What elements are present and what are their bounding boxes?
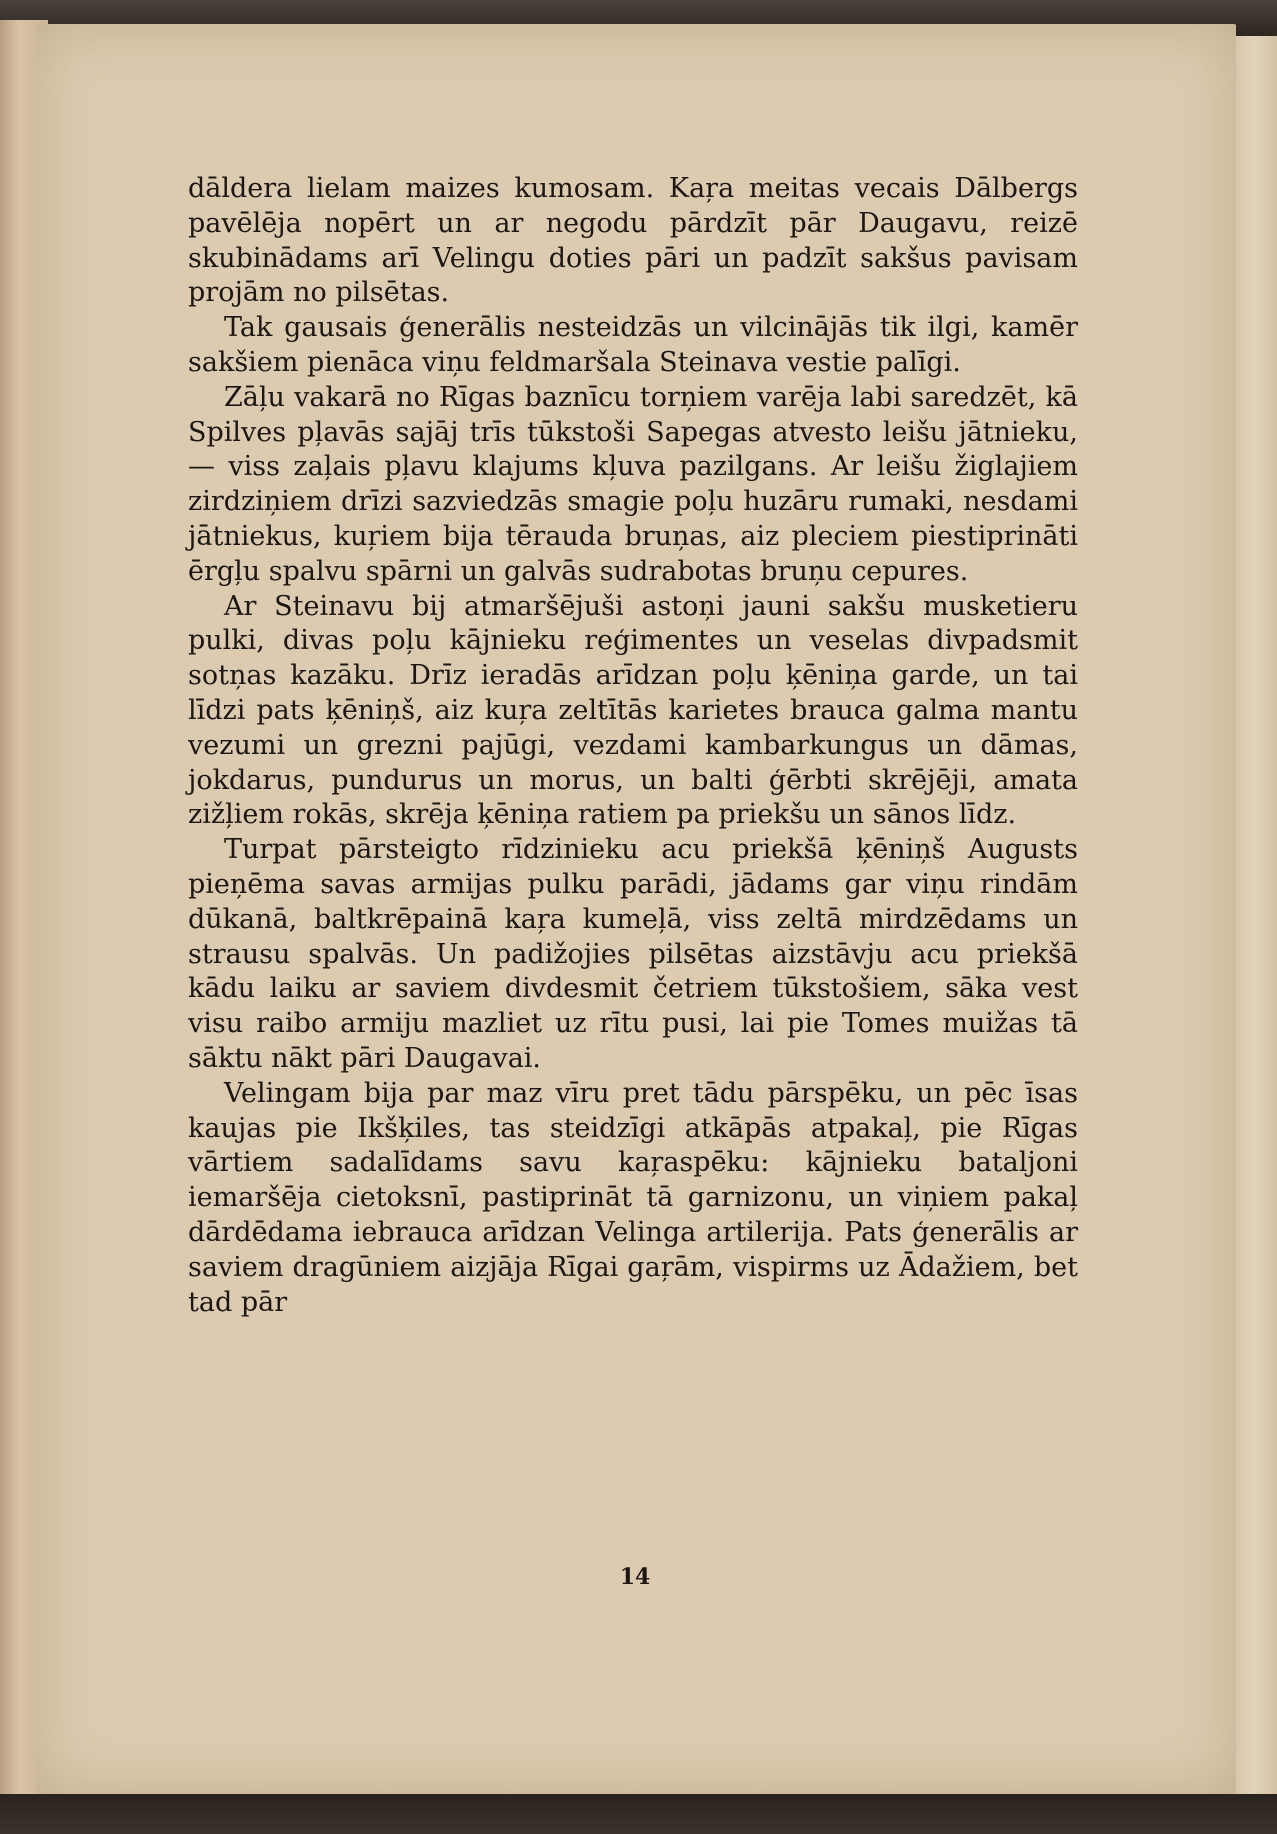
paragraph: Turpat pārsteigto rīdzinieku acu priekšā ķēniņš Augusts pieņēma savas armijas pulku parādi, jādams gar viņu rindām dūkanā, baltkrēpainā kaŗa kumeļā, viss zeltā mirdzēdams un strausu spalvās. Un padižojies pilsētas aizstāvju acu priekšā kādu laiku ar saviem divdesmit četriem tūkstošiem, sāka vest visu raibo armiju mazliet uz rītu pusi, lai pie Tomes muižas tā sāktu nākt pāri Daugavai.: [188, 834, 1078, 1074]
paragraph: Velingam bija par maz vīru pret tādu pārspēku, un pēc īsas kaujas pie Ikšķiles, tas steidzīgi atkāpās atpakaļ, pie Rīgas vārtiem sadalīdams savu kaŗaspēku: kājnieku bataljoni iemaršēja cietoksnī, pastiprināt tā garnizonu, un viņiem pakaļ dārdēdama iebrauca arīdzan Velinga artilerija. Pats ģenerālis ar saviem dragūniem aizjāja Rīgai gaŗām, vispirms uz Ādažiem, bet tad pār: [188, 1077, 1078, 1318]
paragraph: Ar Steinavu bij atmaršējuši astoņi jauni sakšu musketieru pulki, divas poļu kājnieku reģimentes un veselas divpadsmit sotņas kazāku. Drīz ieradās arīdzan poļu ķēniņa garde, un tai līdzi pats ķēniņš, aiz kuŗa zeltītās karietes brauca galma mantu vezumi un grezni pajūgi, vezdami kambarkungus un dāmas, jokdarus, pundurus un morus, un balti ģērbti skrējēji, amata zižļiem rokās, skrēja ķēniņa ratiem pa priekšu un sānos līdz.: [188, 590, 1078, 831]
page-text: [188, 172, 1078, 1320]
page-number: 14: [619, 1564, 651, 1590]
book-bottom-edge: [0, 1794, 1277, 1834]
paragraph: Zāļu vakarā no Rīgas baznīcu torņiem varēja labi saredzēt, kā Spilves pļavās sajāj trīs tūkstoši Sapegas atvesto leišu jātnieku, — viss zaļais pļavu klajums kļuva pazilgans. Ar leišu žiglajiem zirdziņiem drīzi sazviedzās smagie poļu huzāru rumaki, nesdami jātniekus, kuŗiem bija tērauda bruņas, aiz pleciem piestiprināti ērgļu spalvu spārni un galvās sudrabotas bruņu cepures.: [188, 381, 1078, 587]
paragraph: dāldera lielam maizes kumosam. Kaŗa meitas vecais Dālbergs pavēlēja nopērt un ar negodu pārdzīt pār Daugavu, reizē skubinādams arī Velingu doties pāri un padzīt sakšus pavisam projām no pilsētas.: [188, 173, 1078, 309]
paragraph: Tak gausais ģenerālis nesteidzās un vilcinājās tik ilgi, kamēr sakšiem pienāca viņu feldmaršala Steinava vestie palīgi.: [188, 312, 1078, 378]
